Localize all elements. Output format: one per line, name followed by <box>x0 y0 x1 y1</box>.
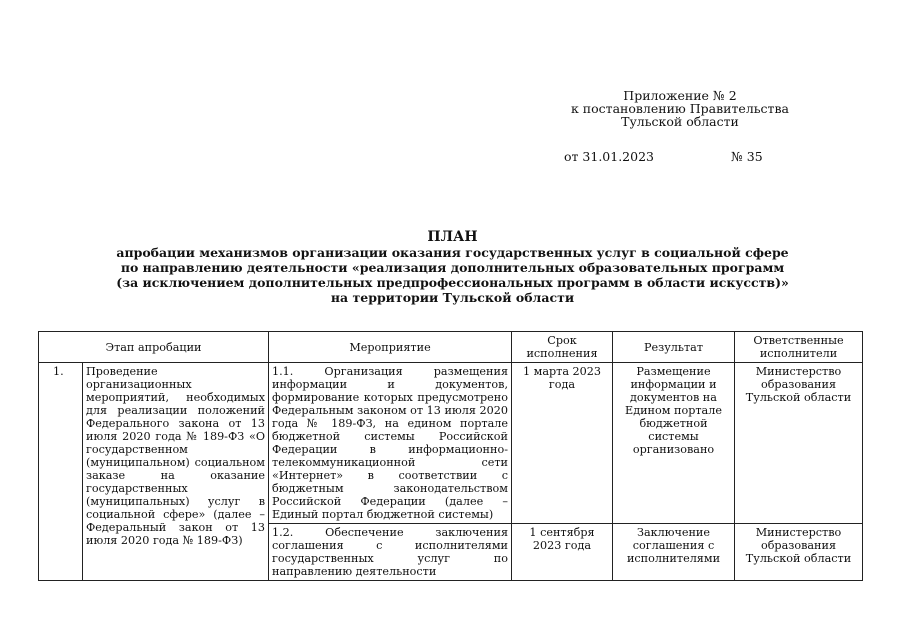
plan-title-main: ПЛАН <box>427 229 478 245</box>
appendix-line2: к постановлению Правительства <box>571 101 789 116</box>
deadline-1-2: 1 сентября 2023 года <box>512 524 613 581</box>
deadline-1-1: 1 марта 2023 года <box>512 363 613 524</box>
responsible-1-2: Министерство образования Тульской области <box>735 524 863 581</box>
document-number: № 35 <box>731 149 763 164</box>
table-header-row <box>39 332 863 363</box>
document-date: от 31.01.2023 <box>564 149 654 164</box>
result-1-1: Размещение информации и документов на Едином портале бюджетной системы организовано <box>613 363 735 524</box>
header-deadline: Срок исполнения <box>512 332 613 363</box>
responsible-1-1: Министерство образования Тульской области <box>735 363 863 524</box>
header-stage: Этап апробации <box>39 332 269 363</box>
row-stage: Проведение организационных мероприятий, необходимых для реализации положений Федерального закона от 13 июля 2020 года № 189-ФЗ «О государственном (муниципальном) социальном заказе на оказание государственных (муниципальных) услуг в социальной сфере» (далее – Федеральный закон от 13 июля 2020 года № 189-ФЗ) <box>83 363 269 581</box>
event-1-1: 1.1. Организация размещения информации и документов, формирование которых предусмотрено Федеральным законом от 13 июля 2020 года № 189-ФЗ, на едином портале бюджетной системы Российской Федерации в информационно-телекоммуникационной сети «Интернет» в соответствии с бюджетным законодательством Российской Федерации (далее – Единый портал бюджетной системы) <box>269 363 512 524</box>
header-responsible: Ответственные исполнители <box>735 332 863 363</box>
result-1-2: Заключение соглашения с исполнителями <box>613 524 735 581</box>
plan-title-line2: по направлению деятельности «реализация дополнительных образовательных программ <box>120 260 785 275</box>
plan-title-line3: (за исключением дополнительных предпрофессиональных программ в области искусств)» <box>116 275 789 290</box>
row-number: 1. <box>39 363 83 581</box>
header-event: Мероприятие <box>269 332 512 363</box>
table-row <box>39 363 863 524</box>
appendix-block <box>560 89 800 128</box>
plan-title <box>60 230 845 305</box>
header-result: Результат <box>613 332 735 363</box>
plan-title-line1: апробации механизмов организации оказания государственных услуг в социальной сфере <box>116 245 789 260</box>
event-1-2: 1.2. Обеспечение заключения соглашения с исполнителями государственных услуг по направлению деятельности <box>269 524 512 581</box>
plan-table <box>38 331 863 581</box>
appendix-line3: Тульской области <box>621 114 739 129</box>
appendix-line1: Приложение № 2 <box>623 88 737 103</box>
plan-title-line4: на территории Тульской области <box>330 290 575 305</box>
